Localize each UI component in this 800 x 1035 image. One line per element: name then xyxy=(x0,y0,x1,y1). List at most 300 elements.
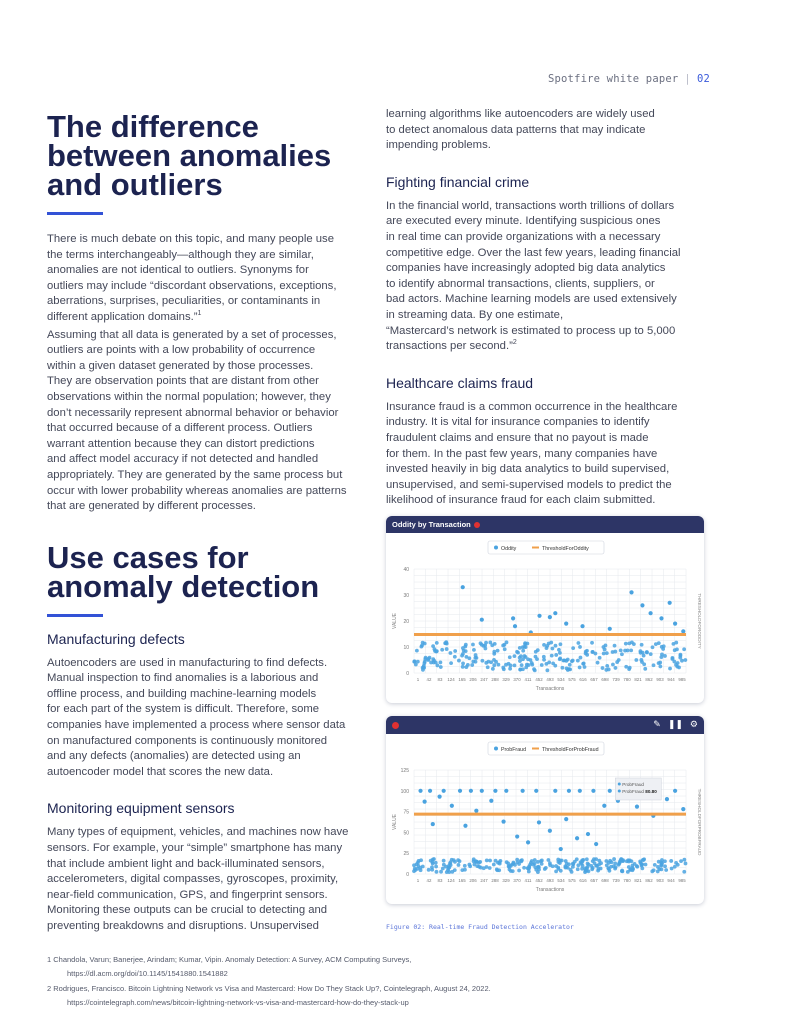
data-point xyxy=(474,660,478,664)
left-column xyxy=(47,109,369,935)
data-point-outlier xyxy=(548,615,552,619)
subheading-manufacturing: Manufacturing defects xyxy=(47,630,185,647)
data-point xyxy=(620,652,624,656)
data-point-outlier xyxy=(564,622,568,626)
x-tick-label: 575 xyxy=(568,878,576,883)
data-point xyxy=(449,651,453,655)
data-point xyxy=(464,643,468,647)
data-point xyxy=(508,667,512,671)
data-point xyxy=(663,864,667,868)
legend-label-threshold: ThresholdForProbFraud xyxy=(542,747,599,753)
paragraph-healthcare: Insurance fraud is a common occurrence in the healthcare industry. It is vital for insurance companies to identify fraudulent claims and ensure that no payout is made for them. In the past few years, many companies have invested heavily in big data analytics to build supervised, unsupervised, and semi-supervised models to predict the likelihood of insurance fraud for each claim submitted. xyxy=(386,400,678,507)
data-point-outlier xyxy=(489,799,493,803)
data-point xyxy=(571,646,575,650)
tooltip-marker xyxy=(618,790,621,793)
data-point xyxy=(530,859,534,863)
data-point xyxy=(645,650,649,654)
data-point-outlier xyxy=(480,618,484,622)
edit-icon[interactable]: ✎ xyxy=(653,719,661,729)
data-point xyxy=(518,659,522,663)
data-point xyxy=(658,665,662,669)
data-point xyxy=(633,862,637,866)
data-point-outlier xyxy=(501,819,505,823)
data-point xyxy=(461,661,465,665)
chart-oddity-title: Oddity by Transaction xyxy=(392,520,471,529)
data-point xyxy=(488,641,492,645)
x-tick-label: 124 xyxy=(447,878,455,883)
data-point-outlier xyxy=(673,622,677,626)
data-point xyxy=(440,648,444,652)
data-point xyxy=(501,666,505,670)
data-point xyxy=(554,644,558,648)
data-point xyxy=(607,668,611,672)
data-point xyxy=(492,663,496,667)
data-point xyxy=(664,868,668,872)
data-point xyxy=(524,645,528,649)
data-point xyxy=(598,656,602,660)
x-tick-label: 944 xyxy=(667,878,675,883)
paragraph-debate xyxy=(47,232,369,326)
data-point xyxy=(578,645,582,649)
data-point xyxy=(682,870,686,874)
data-point xyxy=(660,653,664,657)
data-point xyxy=(525,663,529,667)
data-point-outlier xyxy=(515,834,519,838)
data-point xyxy=(559,642,563,646)
data-point-outlier xyxy=(586,832,590,836)
data-point xyxy=(457,659,461,663)
data-point xyxy=(488,866,492,870)
data-point xyxy=(520,663,524,667)
x-tick-label: 862 xyxy=(645,677,653,682)
data-point xyxy=(419,858,423,862)
x-tick-label: 862 xyxy=(645,878,653,883)
data-point xyxy=(644,863,648,867)
legend-label-series: ProbFraud xyxy=(501,747,527,753)
data-point xyxy=(626,649,630,653)
data-point xyxy=(515,650,519,654)
data-point xyxy=(643,667,647,671)
data-point-outlier xyxy=(537,614,541,618)
title-underline xyxy=(47,614,103,617)
x-tick-label: 616 xyxy=(579,677,587,682)
data-point-outlier xyxy=(580,624,584,628)
x-tick-label: 739 xyxy=(612,677,620,682)
data-point xyxy=(583,867,587,871)
data-point xyxy=(545,662,549,666)
data-point xyxy=(577,641,581,645)
chart-probfraud-card xyxy=(386,716,704,904)
y-tick-label: 75 xyxy=(403,809,409,816)
x-tick-label: 534 xyxy=(557,878,565,883)
footnote-1 xyxy=(47,953,747,981)
data-point xyxy=(607,861,611,865)
data-point xyxy=(435,641,439,645)
tooltip-marker xyxy=(618,783,621,786)
data-point xyxy=(542,643,546,647)
x-tick-label: 985 xyxy=(678,677,686,682)
data-point xyxy=(576,659,580,663)
data-point xyxy=(544,866,548,870)
data-point xyxy=(482,866,486,870)
x-tick-label: 657 xyxy=(590,677,598,682)
data-point xyxy=(461,665,465,669)
data-point-outlier xyxy=(504,789,508,793)
data-point xyxy=(657,641,661,645)
footnote-1-url[interactable]: https://dl.acm.org/doi/10.1145/1541880.1541882 xyxy=(67,969,228,978)
paragraph-debate-text: There is much debate on this topic, and many people use the terms interchangeably—although they are similar, anomalies are not identical to outliers. Synonyms for outliers may include “discordant observations, exceptions, aberrations, surprises, peculiarities, or contaminants in different application domains.” xyxy=(47,233,337,323)
data-point-outlier xyxy=(442,789,446,793)
data-point xyxy=(612,857,616,861)
data-point xyxy=(675,665,679,669)
data-point xyxy=(564,866,568,870)
data-point xyxy=(631,866,635,870)
x-tick-label: 83 xyxy=(437,878,443,883)
data-point xyxy=(575,857,579,861)
paragraph-financial xyxy=(386,199,706,355)
x-tick-label: 329 xyxy=(502,878,510,883)
data-point xyxy=(501,644,505,648)
data-point xyxy=(571,862,575,866)
data-point xyxy=(585,857,589,861)
data-point xyxy=(449,661,453,665)
data-point-outlier xyxy=(608,627,612,631)
data-point xyxy=(431,644,435,648)
data-point xyxy=(470,663,474,667)
data-point xyxy=(445,647,449,651)
y-tick-label: 25 xyxy=(403,851,409,858)
data-point xyxy=(453,649,457,653)
data-point xyxy=(496,649,500,653)
data-point-outlier xyxy=(450,804,454,808)
data-point xyxy=(526,657,530,661)
data-point xyxy=(619,648,623,652)
legend-marker-threshold xyxy=(532,547,539,549)
x-tick-label: 821 xyxy=(634,878,642,883)
data-point xyxy=(624,665,628,669)
data-point xyxy=(463,864,467,868)
data-point xyxy=(556,858,560,862)
data-point-outlier xyxy=(594,842,598,846)
data-point xyxy=(434,650,438,654)
right-column xyxy=(386,107,706,509)
y-tick-label: 125 xyxy=(400,768,409,774)
data-point-outlier xyxy=(578,789,582,793)
data-point xyxy=(481,659,485,663)
data-point xyxy=(639,651,643,655)
data-point-outlier xyxy=(567,789,571,793)
tooltip-label-2: ProbFraud xyxy=(622,789,644,794)
data-point xyxy=(662,644,666,648)
data-point xyxy=(441,867,445,871)
data-point-outlier xyxy=(461,585,465,589)
data-point xyxy=(668,667,672,671)
data-point xyxy=(546,858,550,862)
data-point xyxy=(568,663,572,667)
x-tick-label: 739 xyxy=(612,878,620,883)
data-point xyxy=(473,656,477,660)
subheading-financial: Fighting financial crime xyxy=(386,173,530,190)
footnote-ref-2: 2 xyxy=(512,339,517,347)
data-point xyxy=(414,868,418,872)
data-point xyxy=(579,656,583,660)
data-point-outlier xyxy=(480,789,484,793)
data-point xyxy=(554,653,558,657)
x-tick-label: 247 xyxy=(480,878,488,883)
data-point xyxy=(593,861,597,865)
data-point xyxy=(444,641,448,645)
data-point xyxy=(434,865,438,869)
data-point xyxy=(475,860,479,864)
data-point xyxy=(676,863,680,867)
x-tick-label: 575 xyxy=(568,677,576,682)
data-point xyxy=(611,650,615,654)
data-point xyxy=(596,661,600,665)
data-point xyxy=(576,867,580,871)
data-point xyxy=(536,648,540,652)
data-point xyxy=(671,657,675,661)
y-tick-label: 100 xyxy=(400,788,409,795)
data-point xyxy=(545,668,549,672)
data-point xyxy=(421,641,425,645)
x-tick-label: 821 xyxy=(634,677,642,682)
data-point xyxy=(478,860,482,864)
status-dot-icon xyxy=(474,522,480,528)
data-point xyxy=(483,644,487,648)
paragraph-continued: learning algorithms like autoencoders are widely used to detect anomalous data patterns that may indicate impending problems. xyxy=(386,108,655,152)
chart-oddity-plot[interactable] xyxy=(386,533,704,703)
data-point xyxy=(513,654,517,658)
data-point xyxy=(511,869,515,873)
x-tick-label: 83 xyxy=(437,677,443,682)
data-point xyxy=(624,642,628,646)
paragraph-processes: Assuming that all data is generated by a set of processes, outliers are points with a low probability of occurrence within a given dataset generated by those processes. They are observation points that are distant from other observations within the normal population; however, they don’t necessarily represent abnormal behavior or behavior that occurred because of a different process. Outliers warrant attention because they can distort predictions and affect model accuracy if not detected and handled appropriately. They are generated by the same process but occur with lower probability whereas anomalies are patterns that are generated by different processes. xyxy=(47,328,347,513)
data-point xyxy=(678,654,682,658)
x-tick-label: 206 xyxy=(469,677,477,682)
data-point xyxy=(468,864,472,868)
data-point xyxy=(653,863,657,867)
data-point-outlier xyxy=(469,789,473,793)
data-point xyxy=(477,865,481,869)
data-point xyxy=(532,667,536,671)
figure-caption: Figure 02: Real-time Fraud Detection Accelerator xyxy=(386,923,574,931)
data-point xyxy=(565,862,569,866)
section-title-use-cases: Use cases for anomaly detection xyxy=(47,539,320,604)
data-point xyxy=(489,660,493,664)
footnote-2 xyxy=(47,982,747,1010)
tooltip-label-1: ProbFraud xyxy=(622,782,644,787)
data-point xyxy=(669,859,673,863)
data-point xyxy=(611,663,615,667)
x-tick-label: 903 xyxy=(656,878,664,883)
data-point xyxy=(634,658,638,662)
data-point xyxy=(464,649,468,653)
data-point xyxy=(613,862,617,866)
data-point xyxy=(629,648,633,652)
section-title-difference: The difference between anomalies and outliers xyxy=(47,109,332,202)
data-point xyxy=(519,654,523,658)
chart-probfraud-plot[interactable] xyxy=(386,734,704,904)
data-point xyxy=(460,868,464,872)
x-tick-label: 411 xyxy=(524,878,532,883)
legend-marker-series xyxy=(494,546,498,550)
y-tick-label: 0 xyxy=(406,671,409,677)
data-point xyxy=(621,869,625,873)
data-point-outlier xyxy=(681,629,685,633)
page-header xyxy=(548,73,710,85)
data-point xyxy=(660,858,664,862)
data-point xyxy=(450,870,454,874)
data-point xyxy=(551,661,555,665)
header-separator: | xyxy=(684,73,691,85)
data-point xyxy=(587,863,591,867)
data-point xyxy=(419,645,423,649)
data-point xyxy=(597,859,601,863)
data-point xyxy=(580,860,584,864)
x-tick-label: 165 xyxy=(458,677,466,682)
data-point-outlier xyxy=(511,616,515,620)
data-point xyxy=(503,647,507,651)
data-point xyxy=(414,663,418,667)
data-point xyxy=(515,858,519,862)
data-point xyxy=(659,867,663,871)
title-underline xyxy=(47,212,103,215)
data-point xyxy=(652,663,656,667)
data-point-outlier xyxy=(659,616,663,620)
data-point xyxy=(640,643,644,647)
alert-icon[interactable] xyxy=(392,722,399,729)
x-tick-label: 534 xyxy=(557,677,565,682)
data-point xyxy=(472,857,476,861)
data-point xyxy=(424,656,428,660)
data-point xyxy=(571,659,575,663)
data-point xyxy=(557,648,561,652)
data-point xyxy=(486,665,490,669)
data-point xyxy=(565,667,569,671)
y2-axis-label: THRESHOLDFORODDITY xyxy=(697,593,702,649)
data-point xyxy=(656,870,660,874)
footnote-1-text: 1 Chandola, Varun; Banerjee, Arindam; Kumar, Vipin. Anomaly Detection: A Survey, ACM Computing Surveys, xyxy=(47,955,412,964)
paragraph-financial-text: In the financial world, transactions worth trillions of dollars are executed every minute. Identifying suspicious ones in real time can provide organizations with a necessary competitive edge. Over the last few years, leading financial companies have increasingly adopted big data analytics to identify abnormal transactions, clients, suppliers, or bad actors. Machine learning models are used extensively in streaming data. By one estimate, “Mastercard’s network is estimated to process up to 5,000 transactions per second.” xyxy=(386,199,681,353)
data-point xyxy=(467,656,471,660)
data-point xyxy=(659,863,663,867)
legend-marker-threshold xyxy=(532,748,539,750)
data-point-outlier xyxy=(463,824,467,828)
data-point xyxy=(601,666,605,670)
data-point xyxy=(450,858,454,862)
x-tick-label: 370 xyxy=(513,878,521,883)
data-point xyxy=(439,661,443,665)
data-point xyxy=(640,866,644,870)
data-point xyxy=(519,667,523,671)
x-tick-label: 165 xyxy=(458,878,466,883)
data-point xyxy=(496,663,500,667)
data-point xyxy=(521,649,525,653)
data-point xyxy=(558,657,562,661)
data-point-outlier xyxy=(437,795,441,799)
data-point xyxy=(682,858,686,862)
data-point-outlier xyxy=(553,789,557,793)
x-tick-label: 206 xyxy=(469,878,477,883)
data-point xyxy=(430,865,434,869)
data-point xyxy=(497,868,501,872)
data-point xyxy=(442,859,446,863)
x-tick-label: 124 xyxy=(447,677,455,682)
data-point xyxy=(570,870,574,874)
gear-icon[interactable]: ⚙ xyxy=(689,719,698,729)
pause-icon[interactable]: ❚❚ xyxy=(667,719,683,729)
y-tick-label: 10 xyxy=(403,645,409,651)
data-point xyxy=(550,654,554,658)
data-point-outlier xyxy=(635,805,639,809)
data-point xyxy=(488,859,492,863)
footnote-2-url[interactable]: https://cointelegraph.com/news/bitcoin-lightning-network-vs-visa-and-mastercard-how-do-they-stack-up xyxy=(67,998,409,1007)
data-point xyxy=(657,661,661,665)
x-tick-label: 452 xyxy=(535,878,543,883)
legend-label-threshold: ThresholdForOddity xyxy=(542,546,589,552)
data-point-outlier xyxy=(521,789,525,793)
data-point xyxy=(439,665,443,669)
data-point xyxy=(464,665,468,669)
data-point-outlier xyxy=(608,789,612,793)
data-point xyxy=(430,860,434,864)
data-point xyxy=(651,645,655,649)
data-point xyxy=(439,870,443,874)
data-point xyxy=(429,661,433,665)
data-point xyxy=(548,861,552,865)
data-point xyxy=(578,666,582,670)
data-point xyxy=(556,866,560,870)
data-point xyxy=(493,642,497,646)
data-point xyxy=(585,653,589,657)
data-point xyxy=(551,864,555,868)
data-point xyxy=(683,658,687,662)
data-point xyxy=(602,645,606,649)
x-tick-label: 42 xyxy=(426,677,432,682)
data-point xyxy=(684,862,688,866)
x-tick-label: 493 xyxy=(546,878,554,883)
data-point xyxy=(615,660,619,664)
data-point xyxy=(485,859,489,863)
data-point xyxy=(652,868,656,872)
data-point-outlier xyxy=(513,624,517,628)
data-point-outlier xyxy=(537,820,541,824)
x-tick-label: 616 xyxy=(579,878,587,883)
data-point-outlier xyxy=(548,829,552,833)
data-point xyxy=(559,869,563,873)
x-tick-label: 698 xyxy=(601,878,609,883)
data-point xyxy=(606,866,610,870)
data-point xyxy=(472,648,476,652)
data-point xyxy=(421,666,425,670)
footnote-2-text: 2 Rodrigues, Francisco. Bitcoin Lightning Network vs Visa and Mastercard: How Do They Stack Up?, Cointelegraph, August 24, 2022. xyxy=(47,984,491,993)
x-tick-label: 370 xyxy=(513,677,521,682)
y-tick-label: 40 xyxy=(403,567,409,573)
data-point-outlier xyxy=(640,603,644,607)
data-point xyxy=(550,647,554,651)
legend-marker-series xyxy=(494,747,498,751)
data-point xyxy=(536,870,540,874)
x-tick-label: 780 xyxy=(623,677,631,682)
x-axis-label: Transactions xyxy=(535,887,565,893)
data-point-outlier xyxy=(564,817,568,821)
data-point xyxy=(494,859,498,863)
data-point xyxy=(484,661,488,665)
chart-oddity-header xyxy=(386,516,704,533)
x-axis-label: Transactions xyxy=(535,686,565,692)
data-point-outlier xyxy=(559,847,563,851)
x-tick-label: 657 xyxy=(590,878,598,883)
